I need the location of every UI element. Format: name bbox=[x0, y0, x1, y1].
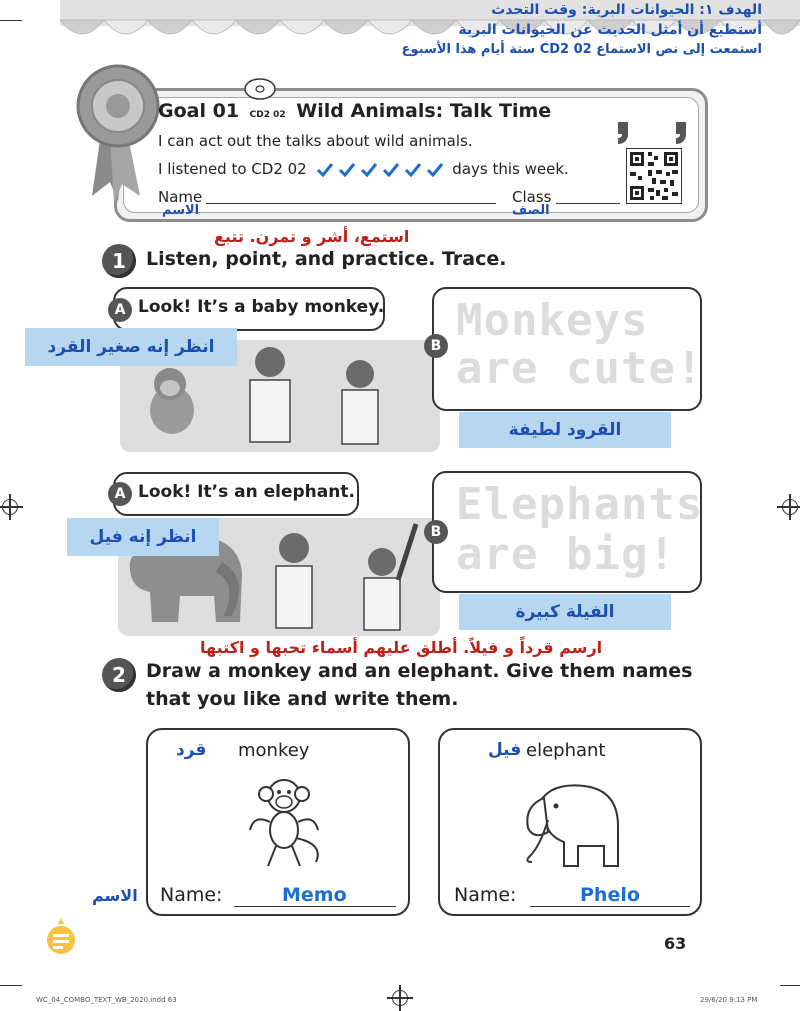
header-arabic-line3: استمعت إلى نص الاستماع CD2 02 ستة أيام هذا الأسبوع bbox=[401, 42, 762, 57]
section2-instruction-line2: that you like and write them. bbox=[146, 688, 459, 710]
monkey-trace-line2[interactable]: are cute! bbox=[456, 343, 704, 394]
elephant-b-arabic-box: الفيلة كبيرة bbox=[459, 594, 671, 630]
monkey-box-arabic: قرد bbox=[176, 740, 207, 760]
crop-mark bbox=[0, 20, 22, 21]
monkey-a-text: Look! It’s a baby monkey. bbox=[138, 297, 385, 317]
goal-title-text: Wild Animals: Talk Time bbox=[296, 100, 552, 122]
elephant-trace-line1[interactable]: Elephants bbox=[456, 479, 704, 530]
registration-mark-left bbox=[2, 499, 18, 515]
goal-number: Goal 01 bbox=[158, 100, 240, 122]
name-arabic: الاسم bbox=[162, 203, 200, 218]
goal-line1: I can act out the talks about wild animals. bbox=[158, 132, 473, 150]
goal-line2 bbox=[158, 160, 569, 178]
elephant-name-line bbox=[530, 906, 690, 907]
section2-number: 2 bbox=[102, 658, 136, 692]
elephant-trace-line2[interactable]: are big! bbox=[456, 529, 676, 580]
elephant-drawing-icon bbox=[518, 776, 636, 876]
section2-arabic: ارسم قرداً و فيلاً. أطلق عليهم أسماء تحبها و اكتبها bbox=[200, 638, 603, 657]
elephant-box-arabic: فيل bbox=[488, 740, 522, 760]
section1-number: 1 bbox=[102, 244, 136, 278]
check-icon bbox=[338, 162, 356, 178]
footer-date-text: 29/6/20 9:13 PM bbox=[700, 996, 758, 1004]
cd-track-label: CD2 02 bbox=[249, 110, 286, 120]
monkey-box-label: monkey bbox=[238, 740, 310, 761]
monkey-name-line bbox=[234, 906, 396, 907]
crop-mark bbox=[0, 985, 22, 986]
monkey-name-label: Name: bbox=[160, 884, 223, 906]
monkey-trace-line1[interactable]: Monkeys bbox=[456, 295, 649, 346]
section2-instruction-line1: Draw a monkey and an elephant. Give them names bbox=[146, 660, 693, 682]
elephant-name-label: Name: bbox=[454, 884, 517, 906]
qr-code-icon[interactable] bbox=[626, 148, 682, 204]
class-label: Class bbox=[512, 188, 552, 206]
speaker-b-badge: B bbox=[424, 334, 448, 358]
class-arabic: الصف bbox=[512, 203, 550, 218]
check-icon bbox=[316, 162, 334, 178]
side-arabic-name: الاسم bbox=[92, 886, 138, 905]
speaker-a-badge: A bbox=[108, 298, 132, 322]
elephant-box-label: elephant bbox=[526, 740, 606, 761]
checkmarks bbox=[316, 160, 453, 178]
headphones-icon bbox=[612, 118, 694, 148]
section1-instruction: Listen, point, and practice. Trace. bbox=[146, 248, 507, 270]
monkey-name-value[interactable]: Memo bbox=[282, 884, 347, 906]
goal-title bbox=[158, 100, 551, 122]
name-label: Name bbox=[158, 188, 203, 206]
check-icon bbox=[382, 162, 400, 178]
page-number: 63 bbox=[664, 934, 687, 953]
check-icon bbox=[404, 162, 422, 178]
registration-mark-bottom bbox=[392, 990, 408, 1006]
monkey-drawing-icon bbox=[238, 774, 330, 870]
goal-line2-suffix: days this week. bbox=[452, 160, 569, 178]
rosette-badge-icon bbox=[74, 56, 164, 206]
header-arabic-line1: الهدف ١: الحيوانات البرية: وقت التحدث bbox=[491, 2, 762, 18]
elephant-a-text: Look! It’s an elephant. bbox=[138, 482, 355, 502]
class-line bbox=[556, 203, 620, 204]
check-icon bbox=[360, 162, 378, 178]
registration-mark-right bbox=[782, 499, 798, 515]
speaker-a-badge: A bbox=[108, 482, 132, 506]
check-icon bbox=[426, 162, 444, 178]
cd-icon bbox=[243, 78, 277, 100]
section1-arabic: استمع، أشر و تمرن. تتبع bbox=[214, 227, 410, 246]
publisher-logo-icon bbox=[44, 916, 78, 956]
elephant-name-value[interactable]: Phelo bbox=[580, 884, 640, 906]
name-line bbox=[206, 203, 496, 204]
crop-mark bbox=[780, 985, 800, 986]
footer-file-text: WC_04_COMBO_TEXT_WB_2020.indd 63 bbox=[36, 996, 177, 1004]
elephant-a-arabic-box: انظر إنه فيل bbox=[67, 518, 219, 556]
speaker-b-badge: B bbox=[424, 520, 448, 544]
header-arabic-line2: أستطيع أن أمثل الحديث عن الحيوانات البرية bbox=[458, 22, 762, 38]
monkey-a-arabic-box: انظر إنه صغير القرد bbox=[25, 328, 237, 366]
monkey-b-arabic-box: القرود لطيفة bbox=[459, 412, 671, 448]
goal-line2-prefix: I listened to CD2 02 bbox=[158, 160, 307, 178]
